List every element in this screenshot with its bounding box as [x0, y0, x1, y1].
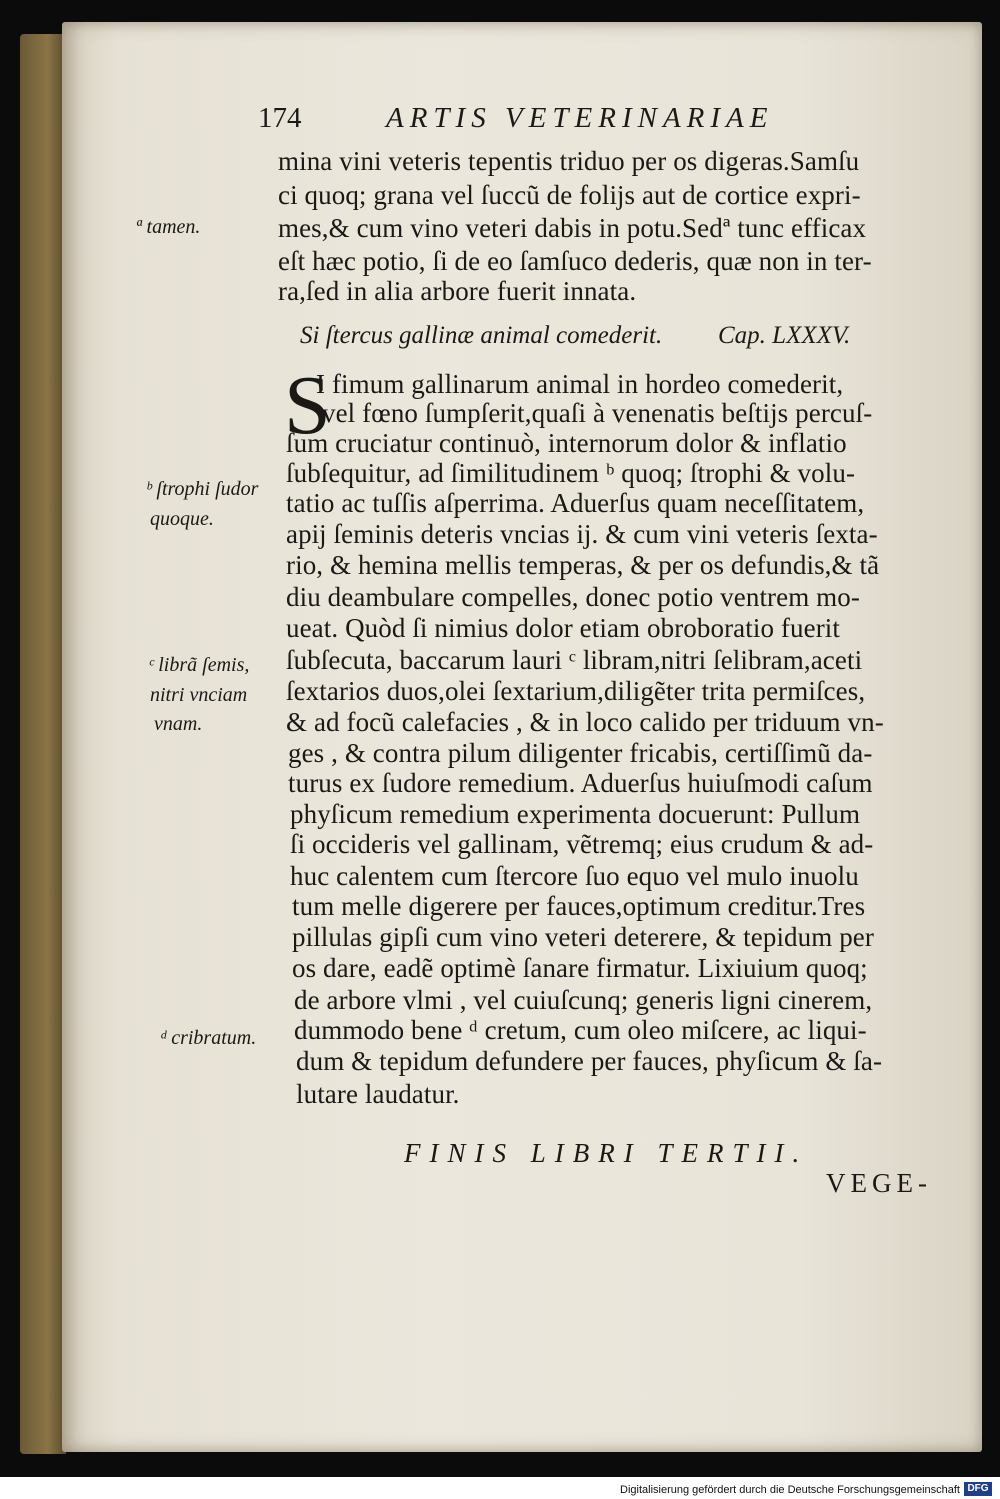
margin-note: ª tamen.	[136, 216, 201, 238]
text-line: ueat. Quòd ſi nimius dolor etiam obroboratio fuerit	[286, 613, 840, 643]
footer-bar	[0, 1477, 1000, 1499]
text-line: dummodo bene ᵈ cretum, cum oleo miſcere, ac liqui-	[294, 1015, 867, 1045]
text-line: turus ex ſudore remedium. Aduerſus huiuſmodi caſum	[288, 768, 873, 798]
text-line: apĳ ſeminis deteris vncias ĳ. & cum vini veteris ſexta-	[286, 519, 878, 549]
chapter-number: Cap. LXXXV.	[718, 322, 851, 349]
text-line: eſt hæc potio, ſi de eo ſamſuco dederis, quæ non in ter-	[278, 246, 872, 276]
running-title: ARTIS VETERINARIAE	[386, 102, 774, 134]
text-line: tatio ac tuſſis aſperrima. Aduerſus quam neceſſitatem,	[286, 488, 865, 518]
text-line: phyſicum remedium experimenta docuerunt: Pullum	[290, 799, 861, 829]
text-line: ges , & contra pilum diligenter fricabis, certiſſimũ da-	[288, 738, 873, 768]
margin-note: quoque.	[150, 508, 214, 530]
margin-note: ᵈ cribratum.	[160, 1027, 257, 1049]
book-binding-edge	[20, 34, 66, 1454]
running-head	[258, 102, 838, 142]
funding-credit: Digitalisierung gefördert durch die Deutsche Forschungsgemeinschaft	[620, 1484, 960, 1496]
text-line: lutare laudatur.	[296, 1079, 460, 1109]
text-line: dum & tepidum defundere per fauces, phyſicum & ſa-	[296, 1046, 883, 1076]
text-line: ci quoq; grana vel ſuccũ de folĳs aut de cortice expri-	[278, 180, 861, 210]
text-line: vel fœno ſumpſerit,quaſi à venenatis beſtijs percuſ-	[322, 398, 873, 428]
margin-note: ᶜ librã ſemis,	[148, 654, 250, 676]
dfg-logo-icon: DFG	[964, 1482, 992, 1496]
drop-cap: S	[284, 359, 331, 452]
text-line: ſextarios duos,olei ſextarium,diligẽter trita permiſces,	[286, 676, 866, 706]
margin-note: nitri vnciam	[150, 684, 248, 706]
text-line: rio, & hemina mellis temperas, & per os defundis,& tã	[286, 550, 880, 580]
text-line: ſubſecuta, baccarum lauri ᶜ libram,nitri ſelibram,aceti	[286, 645, 863, 675]
text-line: pillulas gipſi cum vino veteri deterere, & tepidum per	[292, 922, 874, 952]
text-line: ſum cruciatur continuò, internorum dolor & inflatio	[286, 428, 847, 458]
text-line: tum melle digerere per fauces,optimum creditur.Tres	[292, 891, 866, 921]
catchword: VEGE-	[826, 1168, 932, 1198]
margin-note: ᵇ ſtrophi ſudor	[146, 478, 259, 500]
text-line: I fimum gallinarum animal in hordeo comederit,	[316, 369, 844, 399]
text-line: os dare, eadẽ optimè ſanare firmatur. Lixiuium quoq;	[292, 953, 868, 983]
text-line: ſubſequitur, ad ſimilitudinem ᵇ quoq; ſtrophi & volu-	[286, 458, 856, 488]
finis-line: FINIS LIBRI TERTII.	[404, 1138, 809, 1168]
text-line: mes,& cum vino veteri dabis in potu.Sedª tunc efficax	[278, 213, 867, 243]
text-line: diu deambulare compelles, donec potio ventrem mo-	[286, 582, 860, 612]
text-line: ra,ſed in alia arbore fuerit innata.	[278, 276, 637, 306]
margin-note: vnam.	[154, 713, 203, 735]
chapter-title: Si ſtercus gallinæ animal comederit.	[300, 322, 663, 349]
text-line: de arbore vlmi , vel cuiuſcunq; generis ligni cinerem,	[294, 985, 873, 1015]
text-line: ſi occideris vel gallinam, vẽtremq; eius crudum & ad-	[290, 829, 874, 859]
text-line: & ad focũ calefacies , & in loco calido per triduum vn-	[286, 707, 884, 737]
text-line: mina vini veteris tepentis triduo per os digeras.Samſu	[278, 146, 860, 176]
page-number: 174	[258, 102, 302, 134]
text-line: huc calentem cum ſtercore ſuo equo vel mulo inuolu	[290, 861, 859, 891]
